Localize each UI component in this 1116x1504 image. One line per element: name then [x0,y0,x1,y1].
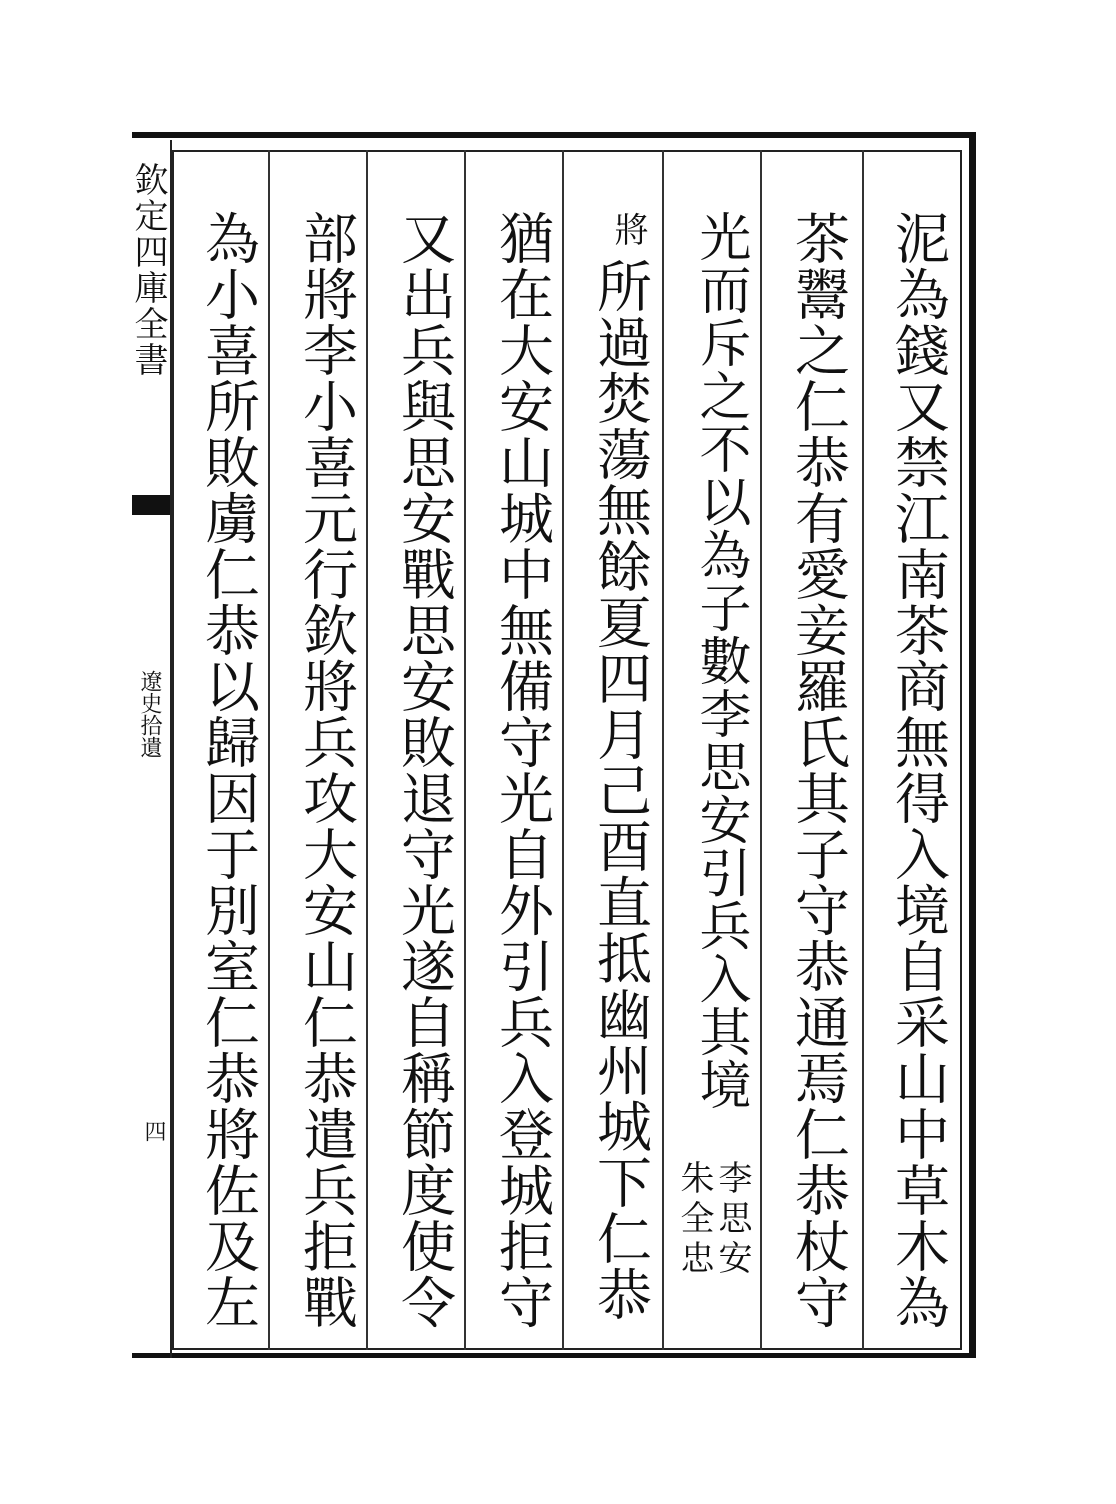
text-column-6: 又出兵與思安戰思安敗退守光遂自稱節度使令 [392,210,456,1330]
text-column-1: 泥為錢又禁江南茶商無得入境自采山中草木為 [886,210,950,1330]
text-column-5: 猶在大安山城中無備守光自外引兵入登城拒守 [490,210,554,1330]
book-title: 遼史拾遺 [137,670,162,758]
annotation-left: 朱全忠 [674,1160,714,1280]
spine-divider [170,140,172,1358]
fish-tail-mark [132,495,172,515]
annotation-top: 將 [608,212,648,252]
page-number: 四 [141,1120,166,1142]
collection-title: 欽定四庫全書 [128,162,168,378]
text-column-8: 為小喜所敗虜仁恭以歸因于別室仁恭將佐及左 [196,210,260,1330]
text-column-7: 部將李小喜元行欽將兵攻大安山仁恭遣兵拒戰 [294,210,358,1330]
margin-spine [120,140,172,1358]
text-column-4: 所過焚蕩無餘夏四月己酉直抵幽州城下仁恭 [588,258,652,1322]
annotation-right: 李思安 [712,1160,752,1280]
column-divider [862,150,864,1350]
text-column-3: 光而斥之不以為子數李思安引兵入其境 [690,210,750,1111]
text-column-2: 茶鬻之仁恭有愛妾羅氏其子守恭通焉仁恭杖守 [786,210,850,1330]
column-divider [662,150,664,1350]
